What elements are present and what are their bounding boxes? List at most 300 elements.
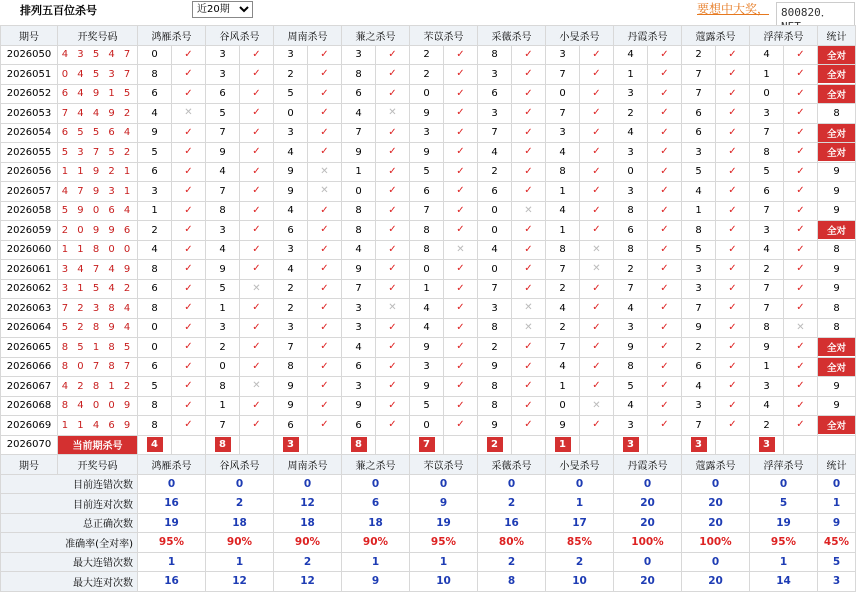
check-icon: ✓	[648, 318, 682, 338]
correct-count-cell: 8	[818, 299, 856, 319]
draw-numbers-cell: 8 0 7 8 7	[58, 357, 138, 377]
cross-icon: ✕	[308, 162, 342, 182]
stat-value: 19	[138, 513, 206, 533]
check-icon: ✓	[648, 377, 682, 397]
check-icon: ✓	[172, 123, 206, 143]
check-icon: ✓	[784, 377, 818, 397]
kill-digit-cell: 3	[206, 318, 240, 338]
stat-value: 2	[274, 552, 342, 572]
check-icon: ✓	[308, 221, 342, 241]
kill-digit-cell: 6	[682, 123, 716, 143]
kill-digit-cell: 7	[342, 279, 376, 299]
kill-digit-cell: 5	[410, 396, 444, 416]
check-icon: ✓	[716, 201, 750, 221]
stat-value: 20	[614, 572, 682, 592]
predicted-kill-digit	[614, 435, 648, 455]
stat-value: 0	[342, 474, 410, 494]
check-icon: ✓	[308, 279, 342, 299]
predicted-kill-digit	[682, 435, 716, 455]
kill-digit-cell: 7	[206, 416, 240, 436]
check-icon: ✓	[580, 123, 614, 143]
check-icon: ✓	[172, 279, 206, 299]
check-icon: ✓	[376, 162, 410, 182]
kill-digit-cell: 8	[478, 396, 512, 416]
table-row	[1, 318, 856, 338]
kill-digit-cell: 3	[614, 84, 648, 104]
check-icon: ✓	[444, 396, 478, 416]
table-row	[1, 377, 856, 397]
check-icon: ✓	[172, 45, 206, 65]
period-cell: 2026057	[1, 182, 58, 202]
kill-digit-cell: 2	[274, 299, 308, 319]
check-icon: ✓	[784, 162, 818, 182]
check-icon: ✓	[512, 162, 546, 182]
predicted-digit-badge: 3	[623, 437, 639, 452]
check-icon: ✓	[376, 65, 410, 85]
period-cell: 2026056	[1, 162, 58, 182]
kill-digit-cell: 6	[478, 84, 512, 104]
kill-digit-cell: 1	[138, 201, 172, 221]
check-icon: ✓	[648, 240, 682, 260]
kill-digit-cell: 1	[546, 221, 580, 241]
check-icon: ✓	[648, 201, 682, 221]
cross-icon: ✕	[580, 260, 614, 280]
check-icon: ✓	[240, 143, 274, 163]
period-cell: 2026068	[1, 396, 58, 416]
check-icon: ✓	[444, 45, 478, 65]
stat-label: 最大连对次数	[1, 572, 138, 592]
table-row	[1, 221, 856, 241]
check-icon: ✓	[580, 416, 614, 436]
header-period: 期号	[1, 26, 58, 46]
kill-digit-cell: 4	[614, 396, 648, 416]
kill-digit-cell: 0	[614, 162, 648, 182]
kill-digit-cell: 9	[410, 104, 444, 124]
check-icon: ✓	[308, 123, 342, 143]
kill-digit-cell: 8	[138, 299, 172, 319]
check-icon: ✓	[308, 104, 342, 124]
kill-digit-cell: 6	[138, 357, 172, 377]
badge-label: 全对	[818, 358, 855, 376]
stat-value: 0	[138, 474, 206, 494]
check-icon: ✓	[172, 416, 206, 436]
stat-total: 0	[818, 474, 856, 494]
stat-value: 2	[478, 552, 546, 572]
kill-digit-cell: 3	[206, 45, 240, 65]
stat-label: 目前连错次数	[1, 474, 138, 494]
correct-count-cell: 8	[818, 104, 856, 124]
kill-digit-cell: 3	[274, 318, 308, 338]
period-cell: 2026065	[1, 338, 58, 358]
kill-digit-cell: 2	[478, 162, 512, 182]
current-period-cell: 2026070	[1, 435, 58, 455]
kill-digit-cell: 9	[410, 143, 444, 163]
kill-digit-cell: 4	[478, 143, 512, 163]
kill-digit-cell: 4	[546, 201, 580, 221]
predicted-kill-digit	[274, 435, 308, 455]
kill-digit-cell: 0	[138, 338, 172, 358]
kill-digit-cell: 3	[342, 299, 376, 319]
stat-value: 0	[682, 552, 750, 572]
stat-row	[1, 552, 856, 572]
current-kill-label: 当前期杀号	[58, 435, 138, 455]
check-icon: ✓	[376, 318, 410, 338]
header-expert: 丹霞杀号	[614, 26, 682, 46]
stat-value: 1	[410, 552, 478, 572]
stat-value: 20	[682, 494, 750, 514]
check-icon: ✓	[444, 377, 478, 397]
predicted-kill-digit	[410, 435, 444, 455]
stat-value: 90%	[274, 533, 342, 553]
kill-digit-cell: 6	[682, 357, 716, 377]
cross-icon: ✕	[512, 318, 546, 338]
check-icon: ✓	[376, 260, 410, 280]
check-icon: ✓	[172, 357, 206, 377]
kill-digit-cell: 0	[410, 260, 444, 280]
stat-value: 95%	[138, 533, 206, 553]
stat-value: 90%	[342, 533, 410, 553]
header-expert: 芣苡杀号	[410, 455, 478, 475]
stat-value: 2	[546, 552, 614, 572]
check-icon: ✓	[444, 279, 478, 299]
cross-icon: ✕	[580, 240, 614, 260]
table-row	[1, 162, 856, 182]
kill-digit-cell: 3	[614, 416, 648, 436]
check-icon: ✓	[784, 201, 818, 221]
stat-value: 12	[274, 572, 342, 592]
kill-digit-cell: 0	[478, 260, 512, 280]
kill-digit-cell: 9	[478, 416, 512, 436]
check-icon: ✓	[784, 65, 818, 85]
table-row	[1, 240, 856, 260]
check-icon: ✓	[308, 45, 342, 65]
kill-digit-cell: 4	[750, 45, 784, 65]
kill-digit-cell: 9	[274, 182, 308, 202]
correct-count-cell: 9	[818, 162, 856, 182]
kill-digit-cell: 4	[138, 104, 172, 124]
kill-digit-cell: 2	[274, 65, 308, 85]
period-cell: 2026050	[1, 45, 58, 65]
kill-digit-cell: 0	[546, 396, 580, 416]
kill-digit-cell: 1	[206, 299, 240, 319]
kill-digit-cell: 4	[478, 240, 512, 260]
stat-value: 18	[274, 513, 342, 533]
kill-digit-cell: 3	[274, 45, 308, 65]
stat-value: 2	[478, 494, 546, 514]
check-icon: ✓	[784, 396, 818, 416]
table-row	[1, 279, 856, 299]
stat-row	[1, 572, 856, 592]
period-cell: 2026058	[1, 201, 58, 221]
check-icon: ✓	[784, 123, 818, 143]
empty-cell	[444, 435, 478, 455]
header-expert: 蔻露杀号	[682, 455, 750, 475]
header-expert: 周南杀号	[274, 26, 342, 46]
kill-digit-cell: 8	[682, 221, 716, 241]
kill-digit-cell: 1	[546, 182, 580, 202]
kill-digit-cell: 8	[750, 318, 784, 338]
check-icon: ✓	[648, 338, 682, 358]
empty-cell	[784, 435, 818, 455]
check-icon: ✓	[648, 279, 682, 299]
period-cell: 2026069	[1, 416, 58, 436]
header-expert: 蒹之杀号	[342, 26, 410, 46]
kill-digit-cell: 4	[206, 162, 240, 182]
check-icon: ✓	[716, 65, 750, 85]
check-icon: ✓	[240, 318, 274, 338]
stat-value: 100%	[682, 533, 750, 553]
period-cell: 2026060	[1, 240, 58, 260]
header-expert: 鸿雁杀号	[138, 26, 206, 46]
promo-link[interactable]: 要想中大奖，	[697, 2, 770, 16]
kill-digit-cell: 9	[342, 143, 376, 163]
stat-label: 最大连错次数	[1, 552, 138, 572]
kill-digit-cell: 9	[546, 416, 580, 436]
kill-digit-cell: 0	[750, 84, 784, 104]
kill-digit-cell: 2	[682, 45, 716, 65]
check-icon: ✓	[580, 318, 614, 338]
check-icon: ✓	[172, 260, 206, 280]
cross-icon: ✕	[240, 377, 274, 397]
empty-cell	[512, 435, 546, 455]
empty-cell	[308, 435, 342, 455]
draw-numbers-cell: 5 9 0 6 4	[58, 201, 138, 221]
header-expert: 芣苡杀号	[410, 26, 478, 46]
stat-value: 0	[546, 474, 614, 494]
all-correct-badge	[818, 338, 856, 358]
kill-digit-cell: 5	[138, 377, 172, 397]
header-expert: 谷风杀号	[206, 455, 274, 475]
kill-digit-cell: 6	[478, 182, 512, 202]
stat-label: 准确率(全对率)	[1, 533, 138, 553]
kill-digit-cell: 8	[274, 357, 308, 377]
check-icon: ✓	[240, 221, 274, 241]
kill-digit-cell: 7	[750, 299, 784, 319]
check-icon: ✓	[580, 338, 614, 358]
predicted-digit-badge: 8	[351, 437, 367, 452]
kill-digit-cell: 8	[342, 201, 376, 221]
period-cell: 2026055	[1, 143, 58, 163]
kill-digit-cell: 6	[750, 182, 784, 202]
stat-total: 3	[818, 572, 856, 592]
kill-digit-cell: 8	[750, 143, 784, 163]
kill-digit-cell: 5	[614, 377, 648, 397]
top-bar	[0, 0, 855, 20]
check-icon: ✓	[512, 65, 546, 85]
badge-label: 全对	[818, 65, 855, 83]
kill-digit-cell: 0	[410, 416, 444, 436]
check-icon: ✓	[376, 279, 410, 299]
kill-digit-cell: 3	[342, 318, 376, 338]
table-row	[1, 84, 856, 104]
table-row	[1, 260, 856, 280]
kill-digit-cell: 6	[138, 162, 172, 182]
all-correct-badge	[818, 221, 856, 241]
check-icon: ✓	[580, 45, 614, 65]
check-icon: ✓	[784, 104, 818, 124]
check-icon: ✓	[240, 162, 274, 182]
kill-digit-cell: 0	[342, 182, 376, 202]
draw-numbers-cell: 4 2 8 1 2	[58, 377, 138, 397]
check-icon: ✓	[376, 357, 410, 377]
kill-digit-cell: 3	[274, 240, 308, 260]
check-icon: ✓	[444, 65, 478, 85]
draw-numbers-cell: 0 4 5 3 7	[58, 65, 138, 85]
kill-digit-cell: 8	[614, 240, 648, 260]
kill-digit-cell: 5	[682, 240, 716, 260]
check-icon: ✓	[308, 299, 342, 319]
check-icon: ✓	[444, 416, 478, 436]
kill-digit-cell: 8	[206, 377, 240, 397]
kill-digit-cell: 6	[342, 357, 376, 377]
header-expert: 浮萍杀号	[750, 455, 818, 475]
badge-label: 全对	[818, 143, 855, 161]
all-correct-badge	[818, 143, 856, 163]
kill-digit-cell: 3	[682, 260, 716, 280]
table-row	[1, 396, 856, 416]
kill-digit-cell: 8	[614, 201, 648, 221]
kill-digit-cell: 5	[750, 162, 784, 182]
stat-value: 1	[750, 552, 818, 572]
check-icon: ✓	[376, 84, 410, 104]
kill-digit-cell: 4	[206, 240, 240, 260]
check-icon: ✓	[172, 201, 206, 221]
stat-value: 19	[410, 513, 478, 533]
kill-digit-cell: 6	[206, 84, 240, 104]
table-row	[1, 416, 856, 436]
kill-digit-cell: 5	[274, 84, 308, 104]
check-icon: ✓	[240, 260, 274, 280]
kill-digit-cell: 3	[274, 123, 308, 143]
check-icon: ✓	[716, 240, 750, 260]
kill-digit-cell: 9	[206, 260, 240, 280]
kill-digit-cell: 0	[206, 357, 240, 377]
check-icon: ✓	[444, 143, 478, 163]
period-cell: 2026054	[1, 123, 58, 143]
stat-total: 5	[818, 552, 856, 572]
check-icon: ✓	[444, 318, 478, 338]
draw-numbers-cell: 1 1 8 0 0	[58, 240, 138, 260]
check-icon: ✓	[444, 84, 478, 104]
stat-value: 5	[750, 494, 818, 514]
predicted-digit-badge: 7	[419, 437, 435, 452]
check-icon: ✓	[580, 65, 614, 85]
cross-icon: ✕	[444, 240, 478, 260]
predicted-digit-badge: 3	[691, 437, 707, 452]
stat-value: 18	[342, 513, 410, 533]
kill-digit-cell: 4	[138, 240, 172, 260]
check-icon: ✓	[308, 201, 342, 221]
kill-digit-cell: 4	[274, 143, 308, 163]
check-icon: ✓	[716, 143, 750, 163]
kill-digit-cell: 3	[478, 65, 512, 85]
check-icon: ✓	[240, 201, 274, 221]
kill-digit-cell: 9	[274, 162, 308, 182]
check-icon: ✓	[376, 45, 410, 65]
empty-cell	[648, 435, 682, 455]
kill-digit-cell: 3	[342, 45, 376, 65]
kill-digit-cell: 5	[206, 104, 240, 124]
check-icon: ✓	[716, 279, 750, 299]
table-row	[1, 65, 856, 85]
check-icon: ✓	[376, 416, 410, 436]
check-icon: ✓	[512, 279, 546, 299]
predicted-kill-digit	[546, 435, 580, 455]
badge-label: 全对	[818, 221, 855, 239]
kill-digit-cell: 4	[546, 357, 580, 377]
page-title: 排列五百位杀号	[20, 4, 97, 17]
stat-value: 95%	[750, 533, 818, 553]
table-row	[1, 299, 856, 319]
correct-count-cell: 9	[818, 377, 856, 397]
kill-digit-cell: 2	[410, 65, 444, 85]
table-row	[1, 123, 856, 143]
header-expert: 丹霞杀号	[614, 455, 682, 475]
kill-digit-cell: 9	[342, 396, 376, 416]
stat-value: 2	[206, 494, 274, 514]
kill-digit-cell: 1	[614, 65, 648, 85]
kill-digit-cell: 8	[478, 377, 512, 397]
kill-digit-cell: 7	[682, 65, 716, 85]
stat-value: 80%	[478, 533, 546, 553]
check-icon: ✓	[580, 162, 614, 182]
check-icon: ✓	[512, 84, 546, 104]
kill-digit-cell: 0	[274, 104, 308, 124]
kill-digit-cell: 6	[614, 221, 648, 241]
predicted-kill-digit	[342, 435, 376, 455]
kill-digit-cell: 3	[750, 377, 784, 397]
kill-digit-cell: 7	[478, 123, 512, 143]
check-icon: ✓	[240, 416, 274, 436]
stat-value: 6	[342, 494, 410, 514]
stat-total: 45%	[818, 533, 856, 553]
kill-digit-cell: 3	[478, 104, 512, 124]
kill-digit-cell: 4	[274, 201, 308, 221]
stat-row	[1, 513, 856, 533]
predicted-kill-digit	[138, 435, 172, 455]
kill-digit-cell: 6	[342, 84, 376, 104]
kill-digit-cell: 7	[682, 84, 716, 104]
check-icon: ✓	[512, 123, 546, 143]
check-icon: ✓	[308, 65, 342, 85]
check-icon: ✓	[172, 318, 206, 338]
stat-value: 20	[682, 572, 750, 592]
check-icon: ✓	[376, 182, 410, 202]
kill-digit-cell: 3	[478, 299, 512, 319]
kill-digit-cell: 3	[138, 182, 172, 202]
cross-icon: ✕	[512, 299, 546, 319]
kill-digit-cell: 1	[410, 279, 444, 299]
kill-digit-cell: 4	[750, 396, 784, 416]
period-range-select[interactable]	[192, 1, 253, 18]
predicted-kill-digit	[750, 435, 784, 455]
check-icon: ✓	[376, 396, 410, 416]
check-icon: ✓	[784, 299, 818, 319]
stat-row	[1, 533, 856, 553]
check-icon: ✓	[580, 104, 614, 124]
check-icon: ✓	[784, 143, 818, 163]
header-expert: 采薇杀号	[478, 26, 546, 46]
check-icon: ✓	[444, 182, 478, 202]
header-expert: 小旻杀号	[546, 455, 614, 475]
check-icon: ✓	[580, 221, 614, 241]
check-icon: ✓	[716, 377, 750, 397]
kill-digit-cell: 1	[750, 357, 784, 377]
all-correct-badge	[818, 65, 856, 85]
header-stat: 统计	[818, 455, 856, 475]
draw-numbers-cell: 5 2 8 9 4	[58, 318, 138, 338]
check-icon: ✓	[240, 84, 274, 104]
